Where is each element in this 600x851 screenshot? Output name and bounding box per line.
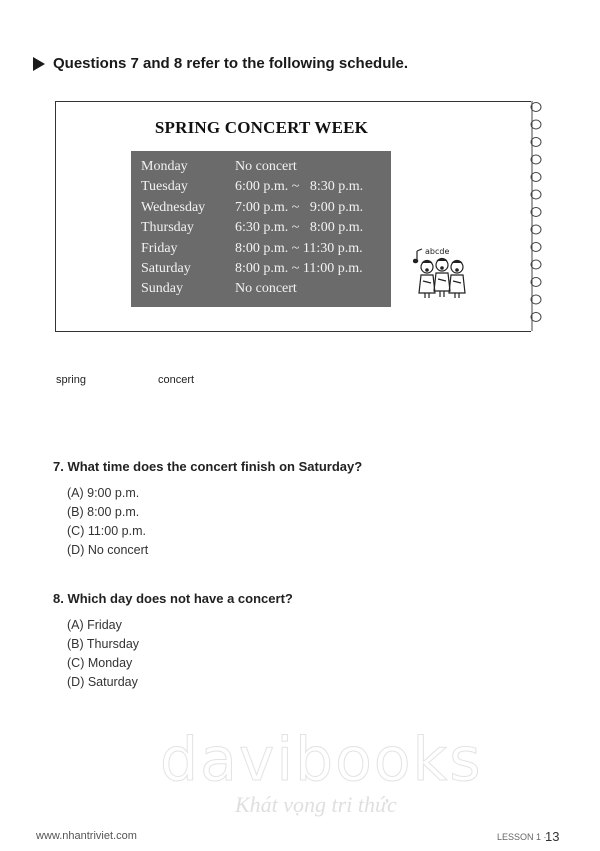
page-number: 13 (545, 829, 560, 844)
footer-website: www.nhantriviet.com (36, 830, 137, 842)
schedule-day: Monday (141, 159, 188, 174)
schedule-time: 6:00 p.m. ~ 8:30 p.m. (235, 179, 364, 195)
section-heading: Questions 7 and 8 refer to the following schedule. (53, 55, 409, 72)
schedule-row (141, 198, 363, 218)
schedule-title: SPRING CONCERT WEEK (154, 118, 369, 137)
schedule-day: Sunday (141, 281, 183, 297)
footer-lesson: LESSON 1 · (497, 832, 547, 842)
question-8-option-b: (B) Thursday (67, 637, 140, 651)
schedule-row (141, 259, 363, 279)
schedule-row (141, 218, 363, 238)
vocab-word-spring: spring (56, 374, 86, 386)
question-8-option-a: (A) Friday (67, 618, 122, 632)
question-7-option-a: (A) 9:00 p.m. (67, 486, 140, 500)
question-7-option-b: (B) 8:00 p.m. (67, 505, 140, 519)
schedule-row (141, 177, 363, 197)
question-8-option-d: (D) Saturday (67, 675, 138, 689)
vocab-word-concert: concert (158, 374, 195, 386)
schedule-table (141, 157, 363, 300)
question-8: 8. Which day does not have a concert? (53, 591, 293, 606)
schedule-day: Thursday (141, 220, 194, 236)
schedule-row (141, 239, 363, 259)
svg-text:abcde: abcde (425, 247, 450, 256)
question-7-option-c: (C) 11:00 p.m. (67, 524, 146, 538)
question-8-option-c: (C) Monday (67, 656, 133, 670)
play-arrow-icon (33, 57, 45, 71)
schedule-day: Wednesday (141, 199, 206, 215)
schedule-day: Saturday (141, 261, 191, 277)
schedule-time: 8:00 p.m. ~ 11:00 p.m. (235, 261, 363, 277)
schedule-time: No concert (235, 281, 297, 297)
schedule-day: Tuesday (141, 179, 188, 195)
question-7: 7. What time does the concert finish on Saturday? (53, 459, 363, 474)
schedule-day: Friday (141, 240, 178, 256)
watermark-tagline: Khát vọng tri thức (235, 792, 397, 817)
watermark-brand: davibooks (160, 725, 483, 795)
choir-singers-icon (413, 245, 473, 300)
question-7-option-d: (D) No concert (67, 543, 149, 557)
spiral-binding-icon (528, 101, 542, 331)
schedule-row (141, 157, 363, 177)
schedule-time: 7:00 p.m. ~ 9:00 p.m. (235, 199, 364, 215)
schedule-time: 8:00 p.m. ~ 11:30 p.m. (235, 240, 363, 256)
schedule-time: 6:30 p.m. ~ 8:00 p.m. (235, 220, 364, 236)
schedule-row (141, 279, 363, 299)
schedule-time: No concert (235, 159, 297, 174)
